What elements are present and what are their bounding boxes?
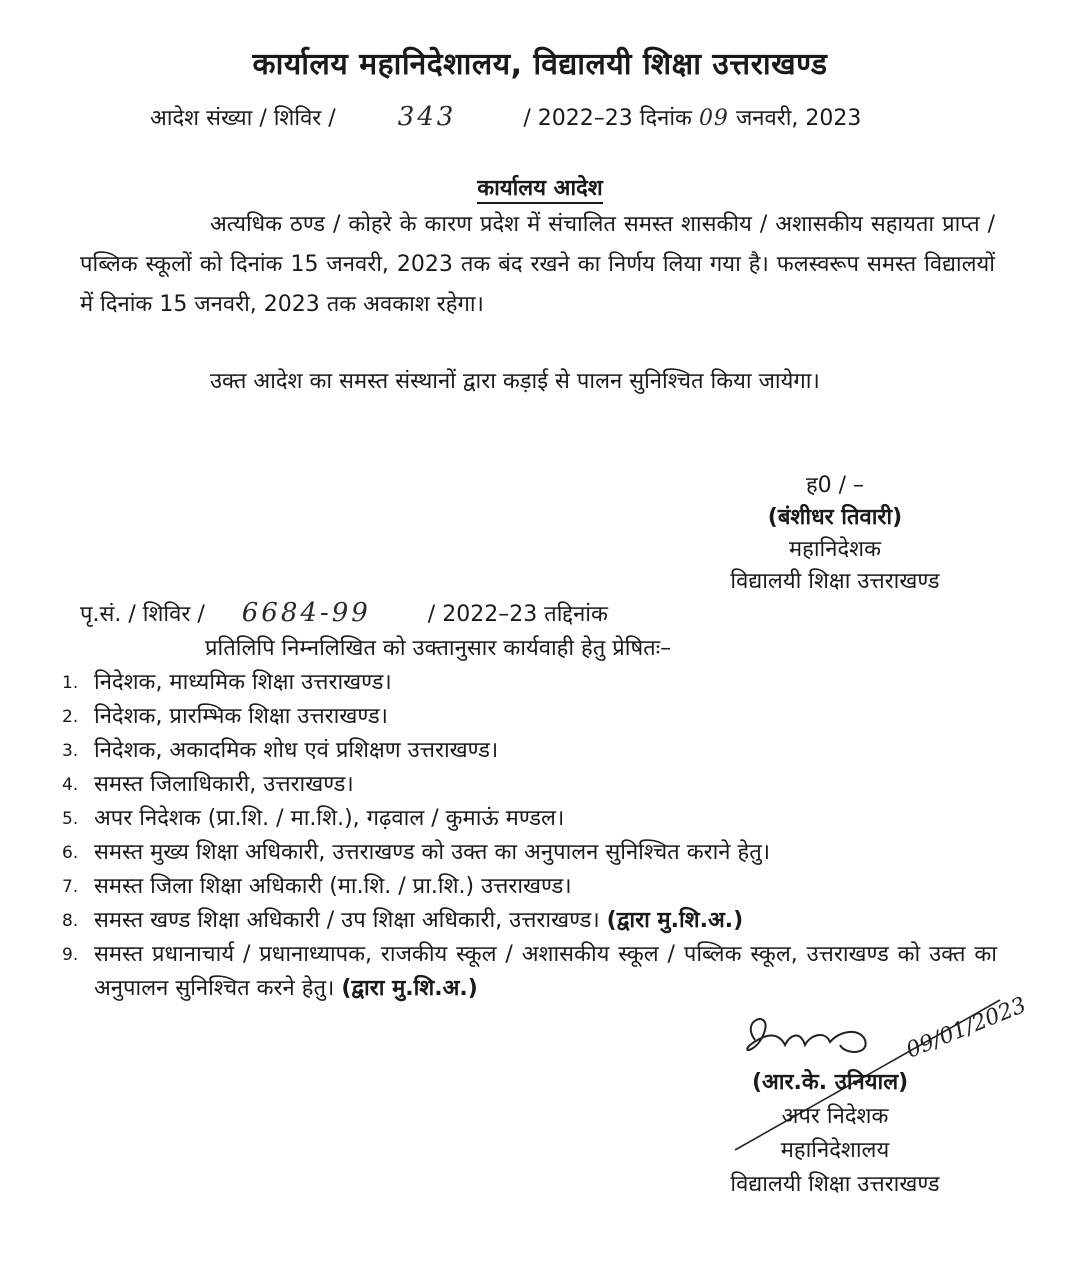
copy-list [62,666,997,1006]
order-year-date: / 2022–23 दिनांक [523,106,692,131]
order-paragraph-1: अत्यधिक ठण्ड / कोहरे के कारण प्रदेश में संचालित समस्त शासकीय / अशासकीय सहायता प्राप्त / पब्लिक स्कूलों को दिनांक 15 जनवरी, 2023 तक बंद रखने का निर्णय लिया गया है। फलस्वरूप समस्त विद्यालयों में दिनांक 15 जनवरी, 2023 तक अवकाश रहेगा। [80,212,995,317]
list-item: 8. समस्त खण्ड शिक्षा अधिकारी / उप शिक्षा अधिकारी, उत्तराखण्ड। (द्वारा मु.शि.अ.) [62,908,744,933]
handwritten-date: 09/01/2023 [902,992,1030,1064]
signature-block-director-general [695,470,975,598]
signatory-2-designation: अपर निदेशक [781,1104,889,1129]
order-month-year: जनवरी, 2023 [735,106,862,131]
order-heading: कार्यालय आदेश [0,172,1080,202]
order-prefix: आदेश संख्या / शिविर / [150,106,336,131]
copy-intro: प्रतिलिपि निम्नलिखित को उक्तानुसार कार्यवाही हेतु प्रेषितः– [205,636,672,661]
order-number-line [150,102,861,132]
signatory-2-office-1: महानिदेशालय [780,1138,890,1163]
via-note: (द्वारा मु.शि.अ.) [606,908,744,933]
signatory-office: विद्यालयी शिक्षा उत्तराखण्ड [730,569,940,594]
reference-number: 6684-99 [241,598,371,628]
signed-mark: ह0 / – [805,473,865,498]
list-item: 2. निदेशक, प्रारम्भिक शिक्षा उत्तराखण्ड। [62,704,388,729]
signatory-name: (बंशीधर तिवारी) [767,505,903,530]
list-item: 5. अपर निदेशक (प्रा.शि. / मा.शि.), गढ़वाल / कुमाऊं मण्डल। [62,806,565,831]
signatory-2-office-2: विद्यालयी शिक्षा उत्तराखण्ड [730,1172,940,1197]
order-number: 343 [397,102,457,132]
reference-line [80,598,608,628]
list-item: 9. समस्त प्रधानाचार्य / प्रधानाध्यापक, राजकीय स्कूल / अशासकीय स्कूल / पब्लिक स्कूल, उत्तराखण्ड को उक्त का अनुपालन सुनिश्चित करने हेतु। (द्वारा मु.शि.अ.) [62,942,997,1001]
list-item: 7. समस्त जिला शिक्षा अधिकारी (मा.शि. / प्रा.शि.) उत्तराखण्ड। [62,874,572,899]
list-item: 6. समस्त मुख्य शिक्षा अधिकारी, उत्तराखण्ड को उक्त का अनुपालन सुनिश्चित कराने हेतु। [62,840,771,865]
order-paragraph-2: उक्त आदेश का समस्त संस्थानों द्वारा कड़ाई से पालन सुनिश्चित किया जायेगा। [210,369,820,394]
reference-suffix: / 2022–23 तद्दिनांक [427,602,608,627]
office-title: कार्यालय महानिदेशालय, विद्यालयी शिक्षा उत्तराखण्ड [252,47,828,82]
order-day: 09 [698,106,729,131]
signature-block-additional-director [690,1100,980,1202]
via-note: (द्वारा मु.शि.अ.) [341,976,478,1001]
list-item: 4. समस्त जिलाधिकारी, उत्तराखण्ड। [62,772,354,797]
signatory-designation: महानिदेशक [789,537,881,562]
reference-prefix: पृ.सं. / शिविर / [80,602,205,627]
list-item: 1. निदेशक, माध्यमिक शिक्षा उत्तराखण्ड। [62,670,392,695]
list-item: 3. निदेशक, अकादमिक शोध एवं प्रशिक्षण उत्तराखण्ड। [62,738,499,763]
signatory-2-name: (आर.के. उनियाल) [752,1070,909,1095]
